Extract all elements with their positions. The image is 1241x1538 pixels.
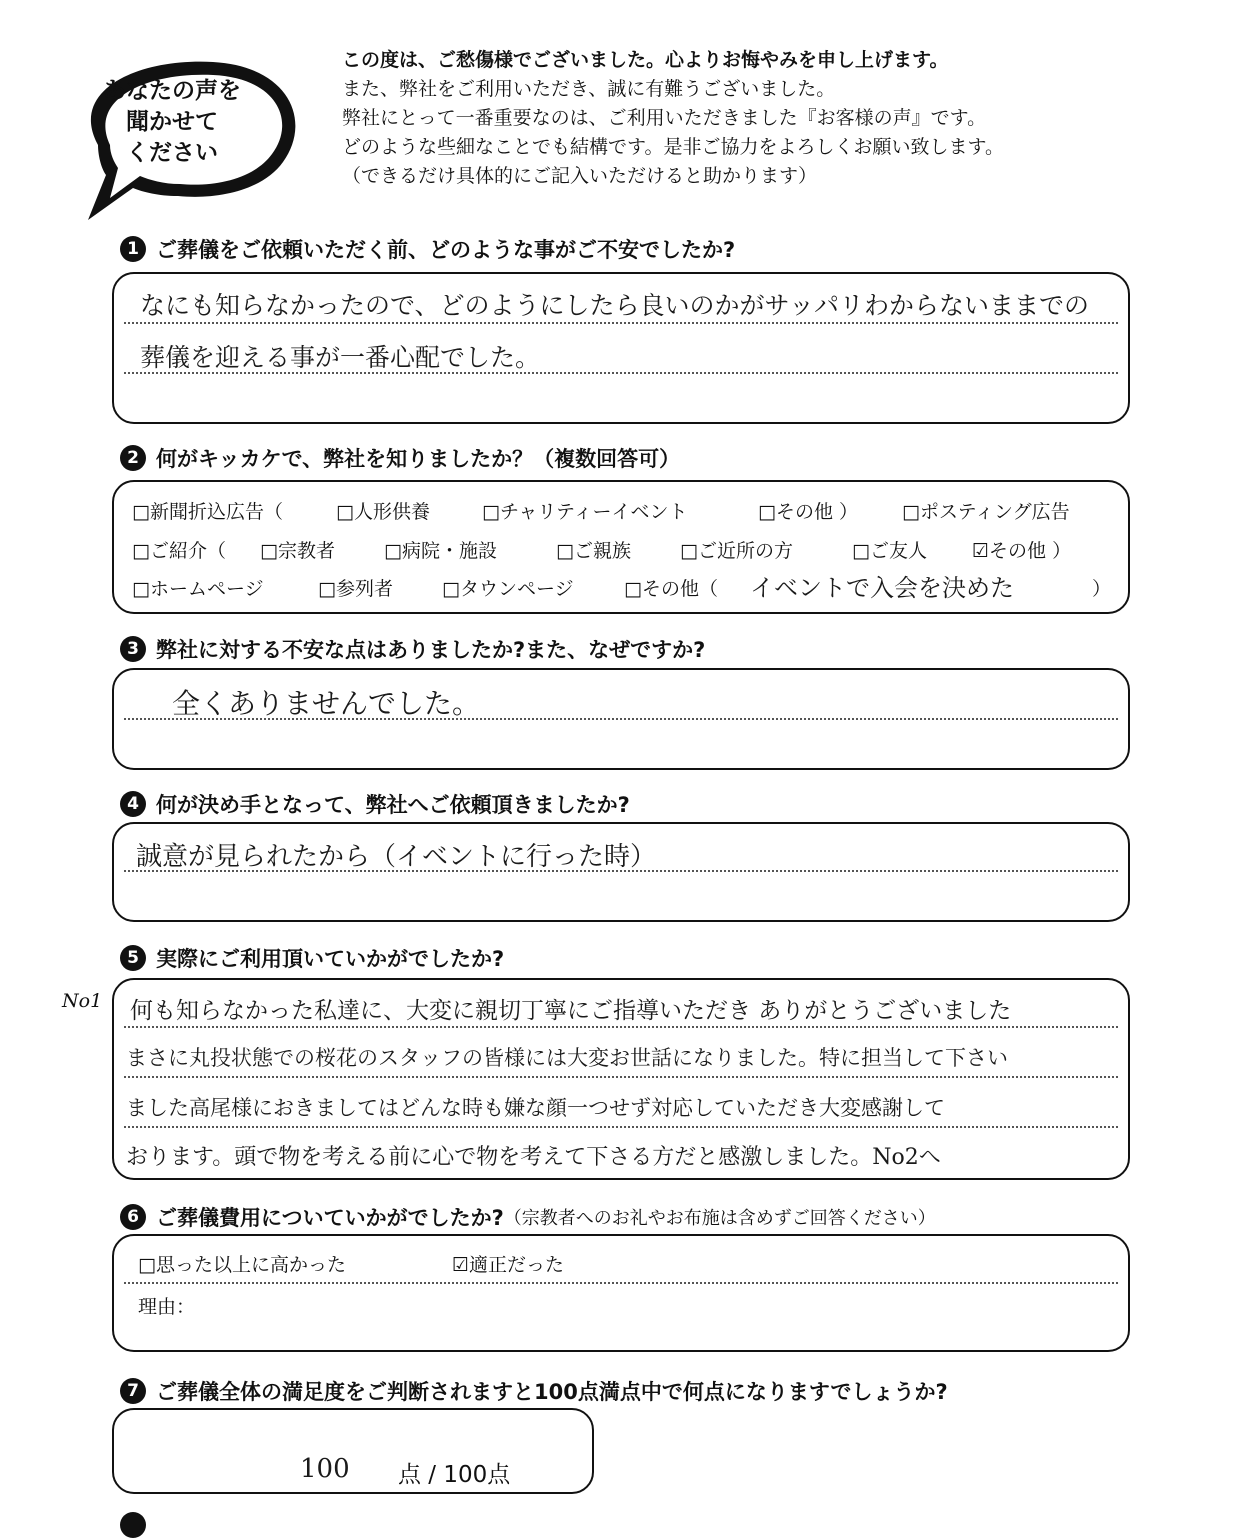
checkbox-newspaper[interactable]: □新聞折込広告（ (132, 501, 283, 523)
dotted-line (124, 1282, 1118, 1284)
answer-box-1[interactable] (112, 272, 1130, 424)
question-1 (120, 234, 735, 264)
handwritten-answer: まさに丸投状態での桜花のスタッフの皆様には大変お世話になりました。特に担当して下さい (126, 1046, 1008, 1070)
checkbox-introduction[interactable]: □ご紹介（ (132, 540, 226, 562)
question-text: 何が決め手となって、弊社へご依頼頂きましたか? (156, 793, 630, 817)
dotted-line (124, 1026, 1118, 1028)
intro-text (342, 46, 1222, 191)
checkbox-religious[interactable]: □宗教者 (260, 540, 335, 562)
question-6 (120, 1202, 936, 1232)
question-text: ご葬儀をご依頼いただく前、どのような事がご不安でしたか? (156, 238, 736, 262)
checkbox-attendee[interactable]: □参列者 (318, 578, 393, 600)
side-note: No1 (62, 990, 103, 1012)
question-number: 2 (120, 445, 146, 471)
handwritten-answer: 全くありませんでした。 (172, 687, 481, 720)
question-number: 4 (120, 791, 146, 817)
bubble-line: 聞かせて (126, 109, 218, 135)
checkbox-expensive[interactable]: □思った以上に高かった (138, 1254, 346, 1276)
answer-box-5[interactable] (112, 978, 1130, 1180)
question-text: ご葬儀全体の満足度をご判断されますと100点満点中で何点になりますでしょうか? (156, 1380, 948, 1404)
dotted-line (124, 1126, 1118, 1128)
question-2 (120, 443, 680, 473)
answer-box-3[interactable] (112, 668, 1130, 770)
handwritten-answer: ました高尾様におきましてはどんな時も嫌な顔一つせず対応していただき大変感謝して (126, 1096, 945, 1120)
checkbox-hospital[interactable]: □病院・施設 (384, 540, 497, 562)
checkbox-homepage[interactable]: □ホームページ (132, 578, 264, 600)
close-paren: ） (1092, 578, 1112, 600)
intro-line: また、弊社をご利用いただき、誠に有難うございました。 (342, 78, 836, 100)
checkbox-other-3[interactable]: □その他（ (624, 578, 718, 600)
handwritten-score: 100 (300, 1454, 350, 1484)
question-note: （宗教者へのお礼やお布施は含めずご回答ください） (503, 1208, 936, 1229)
question-5 (120, 943, 504, 973)
question-text: 実際にご利用頂いていかがでしたか? (156, 947, 505, 971)
bubble-line: ください (126, 140, 218, 166)
bubble-text (72, 76, 272, 169)
handwritten-answer: 葬儀を迎える事が一番心配でした。 (140, 343, 541, 372)
intro-line: どのような些細なことでも結構です。是非ご協力をよろしくお願い致します。 (342, 136, 1004, 158)
checkbox-townpage[interactable]: □タウンページ (442, 578, 574, 600)
checkbox-posting[interactable]: □ポスティング広告 (902, 501, 1070, 523)
question-text: 弊社に対する不安な点はありましたか?また、なぜですか? (156, 638, 706, 662)
question-number: 3 (120, 636, 146, 662)
handwritten-answer: おります。頭で物を考える前に心で物を考えて下さる方だと感激しました。No2へ (126, 1145, 941, 1170)
question-3 (120, 634, 705, 664)
answer-box-4[interactable] (112, 822, 1130, 922)
score-box[interactable] (112, 1408, 594, 1494)
intro-line: この度は、ご愁傷様でございました。心よりお悔やみを申し上げます。 (342, 49, 949, 71)
question-7 (120, 1376, 948, 1406)
checkbox-other-2-checked[interactable]: ☑その他 ） (972, 540, 1072, 562)
intro-line: （できるだけ具体的にご記入いただけると助かります） (342, 165, 818, 187)
handwritten-other-answer: イベントで入会を決めた (750, 574, 1014, 602)
checkbox-friends[interactable]: □ご友人 (852, 540, 927, 562)
intro-line: 弊社にとって一番重要なのは、ご利用いただきました『お客様の声』です。 (342, 107, 987, 129)
question-number: 7 (120, 1378, 146, 1404)
checkbox-charity-event[interactable]: □チャリティーイベント (482, 501, 688, 523)
reason-label: 理由： (138, 1296, 196, 1318)
handwritten-answer: 何も知らなかった私達に、大変に親切丁寧にご指導いただき ありがとうございました (130, 998, 1012, 1024)
checkbox-doll-memorial[interactable]: □人形供養 (336, 501, 430, 523)
question-number: 5 (120, 945, 146, 971)
checkbox-appropriate-checked[interactable]: ☑適正だった (452, 1254, 565, 1276)
question-number: 6 (120, 1204, 146, 1230)
checkbox-neighbors[interactable]: □ご近所の方 (680, 540, 793, 562)
dotted-line (124, 322, 1118, 324)
checkbox-other-1[interactable]: □その他 ） (758, 501, 858, 523)
answer-box-2 (112, 480, 1130, 614)
question-text: ご葬儀費用についていかがでしたか? (156, 1206, 504, 1230)
answer-box-6 (112, 1234, 1130, 1352)
question-number: 1 (120, 236, 146, 262)
dotted-line (124, 1076, 1118, 1078)
checkbox-relatives[interactable]: □ご親族 (556, 540, 631, 562)
question-text: 何がキッカケで、弊社を知りましたか？（複数回答可） (156, 447, 681, 471)
next-question-number-partial (120, 1512, 146, 1538)
handwritten-answer: 誠意が見られたから（イベントに行った時） (136, 842, 657, 872)
question-4 (120, 789, 630, 819)
bubble-line: あなたの声を (103, 78, 241, 104)
score-suffix: 点 / 100点 (398, 1462, 511, 1488)
handwritten-answer: なにも知らなかったので、どのようにしたら良いのかがサッパリわからないままでの (140, 291, 1090, 320)
